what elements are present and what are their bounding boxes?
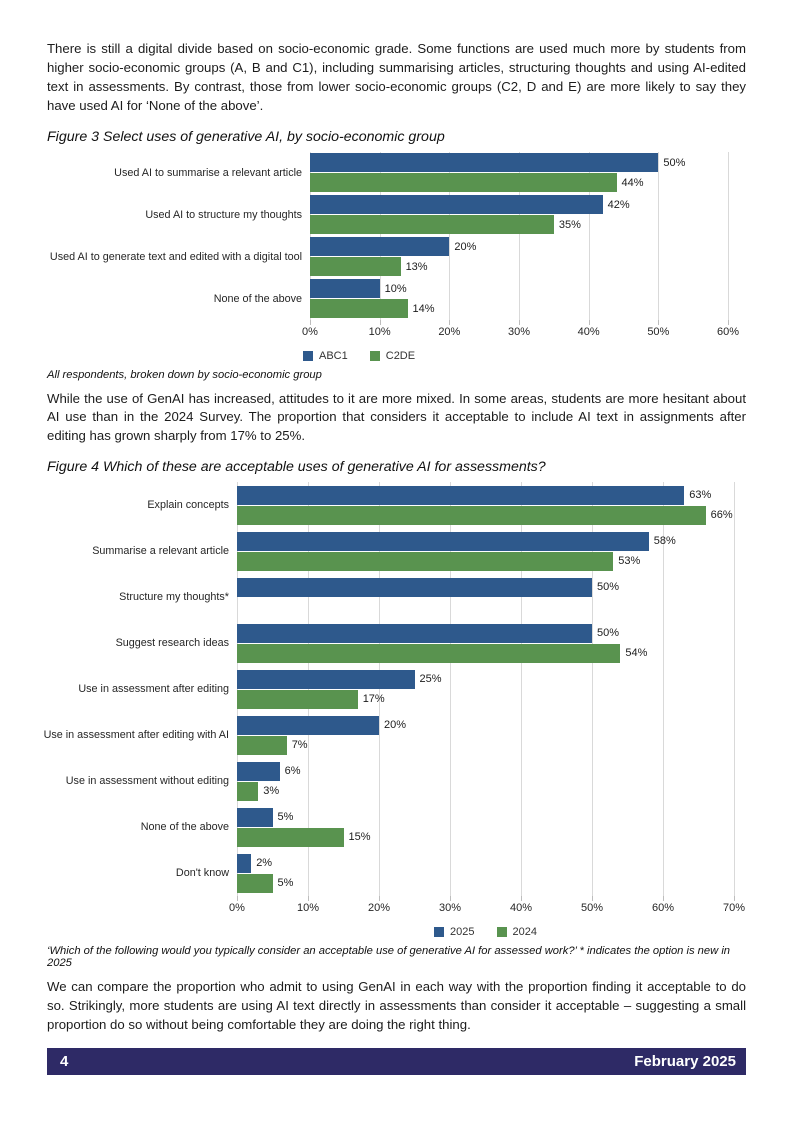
value-label: 58%: [653, 535, 676, 548]
legend-swatch: [434, 927, 444, 937]
value-label: 44%: [621, 176, 644, 189]
bar-row: [237, 782, 734, 801]
figure4-chart: [43, 482, 746, 940]
value-label: 10%: [384, 282, 407, 295]
axis-tick: [310, 320, 311, 325]
bar-2024: [237, 736, 287, 755]
category-label: Structure my thoughts*: [119, 591, 229, 604]
legend-label: ABC1: [319, 349, 348, 362]
bar-row: [310, 173, 728, 192]
category-label: Explain concepts: [147, 499, 229, 512]
category-label: Use in assessment without editing: [65, 775, 229, 788]
axis-tick-label: 40%: [577, 325, 600, 338]
bar-c2de: [310, 215, 554, 234]
bar-row: [237, 874, 734, 893]
axis-tick: [379, 896, 380, 901]
axis-tick-label: 70%: [722, 902, 746, 915]
category-label: None of the above: [140, 821, 229, 834]
value-label: 50%: [663, 156, 686, 169]
bar-row: [237, 578, 734, 597]
chart-row: [47, 804, 746, 850]
bar-2024: [237, 506, 706, 525]
paragraph-comparison: We can compare the proportion who admit to using GenAI in each way with the proportion finding it acceptable to do so. Strikingly, more students are using AI text directly in assessments than consider it acceptable – suggesting a small proportion do so without being comfortable they are doing the right thing.: [47, 979, 746, 1032]
value-label: 13%: [405, 260, 428, 273]
bar-row: [237, 644, 734, 663]
bar-2025: [237, 716, 379, 735]
legend-swatch: [303, 351, 313, 361]
figure4-title: Figure 4 Which of these are acceptable uses of generative AI for assessments?: [47, 459, 546, 476]
axis-tick-label: 30%: [507, 325, 531, 338]
chart-plot-area: [43, 482, 746, 896]
legend-item-2024: [497, 926, 537, 938]
bar-row: [237, 532, 734, 551]
axis-tick-label: 60%: [651, 902, 675, 915]
chart-row: [43, 712, 746, 758]
bar-2024: [237, 874, 273, 893]
bar-row: [310, 237, 728, 256]
axis-tick-label: 10%: [296, 902, 320, 915]
axis-tick-label: 40%: [509, 902, 533, 915]
paragraph-digital-divide: There is still a digital divide based on socio-economic grade. Some functions are used much more by students from higher socio-economic groups (A, B and C1), including summarising articles, structuring thoughts and using AI-edited text in assessments. By contrast, those from lower socio-economic groups (C2, D and E) are more likely to say they have used AI for ‘None of the above’.: [47, 41, 746, 113]
chart-row: [47, 152, 746, 194]
value-label: 15%: [348, 831, 371, 844]
bar-pair: [237, 758, 734, 804]
chart-row: [47, 620, 746, 666]
bar-pair: [237, 620, 734, 666]
category-label: Use in assessment after editing: [78, 683, 229, 696]
legend-label: 2025: [450, 926, 475, 939]
axis-tick-label: 0%: [229, 902, 245, 915]
value-label: 5%: [277, 811, 294, 824]
figure3-caption: All respondents, broken down by socio-economic group: [47, 368, 322, 381]
chart-row: [47, 278, 746, 320]
axis-tick: [521, 896, 522, 901]
chart-row: [47, 528, 746, 574]
bar-2024: [237, 690, 358, 709]
bar-pair: [237, 804, 734, 850]
page-number: 4: [60, 1053, 69, 1070]
category-label: None of the above: [213, 292, 302, 305]
value-label: 6%: [284, 765, 301, 778]
axis-tick-label: 20%: [438, 325, 461, 338]
bar-c2de: [310, 257, 401, 276]
bar-row: [237, 690, 734, 709]
footer-date: February 2025: [634, 1053, 736, 1070]
bar-pair: [310, 278, 728, 320]
axis-tick: [592, 896, 593, 901]
bar-row: [237, 854, 734, 873]
axis-tick: [728, 320, 729, 325]
value-label: 17%: [362, 693, 385, 706]
chart-row: [47, 482, 746, 528]
bar-2025: [237, 486, 684, 505]
legend-item-2025: [434, 926, 474, 938]
axis-tick-label: 10%: [368, 325, 391, 338]
value-label: 14%: [412, 302, 435, 315]
axis-tick: [519, 320, 520, 325]
bar-pair: [237, 482, 734, 528]
legend-swatch: [497, 927, 507, 937]
value-label: 63%: [689, 489, 712, 502]
value-label: 50%: [597, 627, 620, 640]
bar-pair: [237, 528, 734, 574]
axis-tick-label: 60%: [716, 325, 740, 338]
bar-row: [310, 195, 728, 214]
axis-tick: [449, 320, 450, 325]
bar-2025: [237, 808, 273, 827]
axis-tick-label: 50%: [580, 902, 604, 915]
category-label: Use in assessment after editing with AI: [43, 729, 229, 742]
category-label: Suggest research ideas: [115, 637, 229, 650]
axis-tick: [380, 320, 381, 325]
paragraph-attitudes: While the use of GenAI has increased, attitudes to it are more mixed. In some areas, students are more hesitant about AI use than in the 2024 Survey. The proportion that considers it acceptable to include AI text in assignments after editing has grown sharply from 17% to 25%.: [47, 390, 746, 444]
axis-tick: [734, 896, 735, 901]
value-label: 2%: [256, 857, 273, 870]
bar-c2de: [310, 299, 408, 318]
chart-row: [47, 758, 746, 804]
bar-c2de: [310, 173, 617, 192]
legend-item-c2de: [370, 350, 415, 362]
value-label: 3%: [263, 785, 280, 798]
value-label: 25%: [419, 673, 442, 686]
bar-row: [237, 762, 734, 781]
value-label: 53%: [618, 555, 641, 568]
bar-row: [310, 299, 728, 318]
value-label: 35%: [558, 218, 581, 231]
legend-swatch: [370, 351, 380, 361]
chart-row: [47, 236, 746, 278]
chart-row: [47, 574, 746, 620]
legend-item-abc1: [303, 350, 348, 362]
value-label: 20%: [454, 240, 477, 253]
value-label: 5%: [277, 877, 294, 890]
bar-pair: [310, 236, 728, 278]
value-label: 54%: [625, 647, 648, 660]
value-label: 20%: [384, 719, 407, 732]
axis-tick-label: 50%: [647, 325, 670, 338]
chart-row: [47, 666, 746, 712]
bar-pair: [237, 712, 734, 758]
bar-2025: [237, 532, 649, 551]
x-axis: [302, 320, 740, 340]
bar-row: [310, 279, 728, 298]
value-label: 50%: [597, 581, 620, 594]
category-label: Used AI to structure my thoughts: [145, 208, 302, 221]
category-label: Summarise a relevant article: [92, 545, 229, 558]
bar-2025: [237, 578, 592, 597]
bar-row: [237, 552, 734, 571]
bar-row: [237, 670, 734, 689]
chart-row: [47, 850, 746, 896]
bar-row: [237, 716, 734, 735]
bar-2025: [237, 670, 415, 689]
bar-pair: [237, 574, 734, 620]
bar-row: [310, 153, 728, 172]
bar-abc1: [310, 153, 658, 172]
bar-row: [237, 624, 734, 643]
bar-2024: [237, 782, 258, 801]
bar-row: [237, 828, 734, 847]
bar-row: [310, 257, 728, 276]
bar-2024: [237, 828, 344, 847]
value-label: 7%: [291, 739, 308, 752]
chart-legend: [303, 348, 746, 364]
axis-tick-label: 0%: [302, 325, 318, 338]
axis-tick: [308, 896, 309, 901]
value-label: 42%: [607, 198, 630, 211]
axis-tick: [658, 320, 659, 325]
bar-abc1: [310, 237, 449, 256]
bar-abc1: [310, 195, 603, 214]
value-label: 66%: [710, 509, 733, 522]
bar-2024: [237, 552, 613, 571]
figure3-chart: [47, 152, 746, 364]
chart-row: [47, 194, 746, 236]
axis-tick-label: 30%: [438, 902, 462, 915]
footer-bar: [47, 1048, 746, 1075]
category-label: Used AI to generate text and edited with a digital tool: [49, 250, 302, 263]
bar-row: [237, 486, 734, 505]
axis-tick-label: 20%: [367, 902, 391, 915]
x-axis: [229, 896, 746, 916]
bar-row: [310, 215, 728, 234]
axis-tick: [663, 896, 664, 901]
axis-tick: [450, 896, 451, 901]
chart-plot-area: [47, 152, 746, 320]
bar-pair: [237, 666, 734, 712]
bar-row: [237, 808, 734, 827]
bar-pair: [310, 194, 728, 236]
bar-row: [237, 506, 734, 525]
figure3-title: Figure 3 Select uses of generative AI, by socio-economic group: [47, 128, 445, 145]
bar-2025: [237, 624, 592, 643]
bar-row: [237, 736, 734, 755]
bar-2025: [237, 854, 251, 873]
bar-pair: [310, 152, 728, 194]
bar-abc1: [310, 279, 380, 298]
chart-legend: [237, 924, 734, 940]
axis-tick: [237, 896, 238, 901]
legend-label: C2DE: [385, 349, 416, 362]
figure4-caption: ‘Which of the following would you typically consider an acceptable use of generative AI for assessed work?’ * indicates the option is new in 2025: [47, 945, 731, 970]
bar-2025: [237, 762, 280, 781]
bar-row: [237, 598, 734, 617]
category-label: Don't know: [175, 867, 229, 880]
bar-2024: [237, 644, 620, 663]
bar-pair: [237, 850, 734, 896]
category-label: Used AI to summarise a relevant article: [114, 166, 302, 179]
axis-tick: [589, 320, 590, 325]
legend-label: 2024: [512, 926, 537, 939]
